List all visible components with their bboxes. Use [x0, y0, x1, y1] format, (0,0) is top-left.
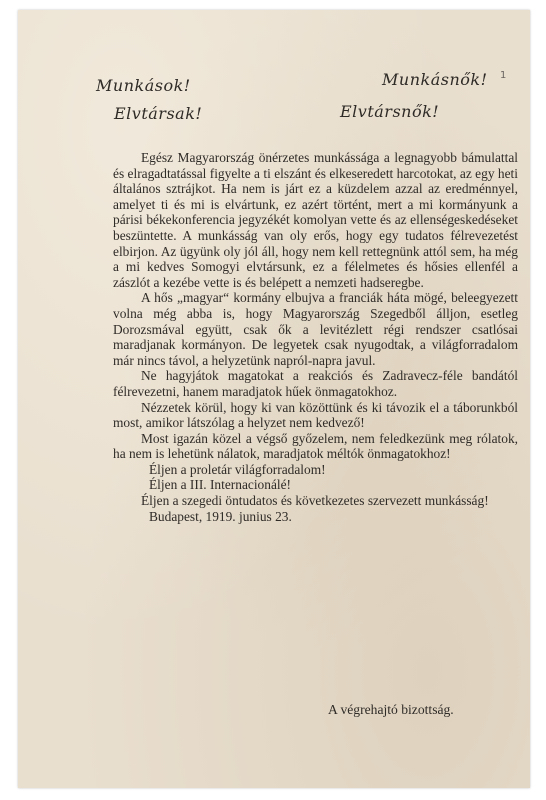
paragraph: Nézzetek körül, hogy ki van közöttünk és ki távozik el a táborunkból most, amikor látszólag a helyzet nem kedvező! [113, 399, 518, 431]
leaflet-sheet [18, 10, 530, 788]
paragraph: A hős „magyar“ kormány elbujva a franciák háta mögé, beleegyezett volna még abba is, hogy Magyarország Szegedből álljon, esetleg Dorozsmával együtt, csak ők a levitézlett régi rendszer csatlósai maradjanak kormányon. De legyetek csak nyugodtak, a világforradalom már nincs távol, a helyzetünk napról-napra javul. [113, 290, 518, 368]
paragraph: Ne hagyjátok magatokat a reakciós és Zadravecz-féle bandától félrevezetni, hanem maradjatok hűek önmagatokhoz. [113, 368, 518, 399]
paragraph: Egész Magyarország önérzetes munkássága a legnagyobb bámulattal és elragadtatással figyelte a ti elszánt és elkeseredett harcotokat, az egy heti általános sztrájkot. Ha nem is járt ez a küzdelem azzal az eredménnyel, amelyet ti és mi is elvártunk, ez azért történt, mert a mi kormányunk a párisi békekonferencia jegyzékét komolyan vette és az ellenségeskedéseket beszüntette. A munkásság van oly erős, hogy egy tudatos félrevezetést elbirjon. Az ügyünk oly jól áll, hogy nem kell rettegnünk attól sem, ha még a mi kedves Somogyi elvtársunk, ez a félelmetes és hősies ellenfél a zászlót a kezébe vette is és belépett a nemzeti hadseregbe. [113, 150, 518, 290]
slogan: Éljen a szegedi öntudatos és következetes szervezett munkásság! [141, 493, 489, 509]
slogan: Éljen a III. Internacionálé! [149, 477, 292, 493]
date-line: Budapest, 1919. junius 23. [149, 508, 292, 524]
leaflet-body [113, 150, 518, 524]
signature: A végrehajtó bizottság. [328, 702, 454, 717]
paragraph: Most igazán közel a végső győzelem, nem feledkezünk meg rólatok, ha nem is lehetünk nálatok, maradjatok méltók önmagatokhoz! [113, 430, 518, 462]
heading-women-workers: Munkásnők! [382, 70, 488, 89]
heading-workers: Munkások! [96, 76, 191, 95]
slogan: Éljen a proletár világforradalom! [149, 461, 326, 477]
corner-mark: 1 [500, 70, 507, 81]
heading-comrades: Elvtársak! [114, 104, 203, 123]
heading-women-comrades: Elvtársnők! [340, 102, 440, 121]
